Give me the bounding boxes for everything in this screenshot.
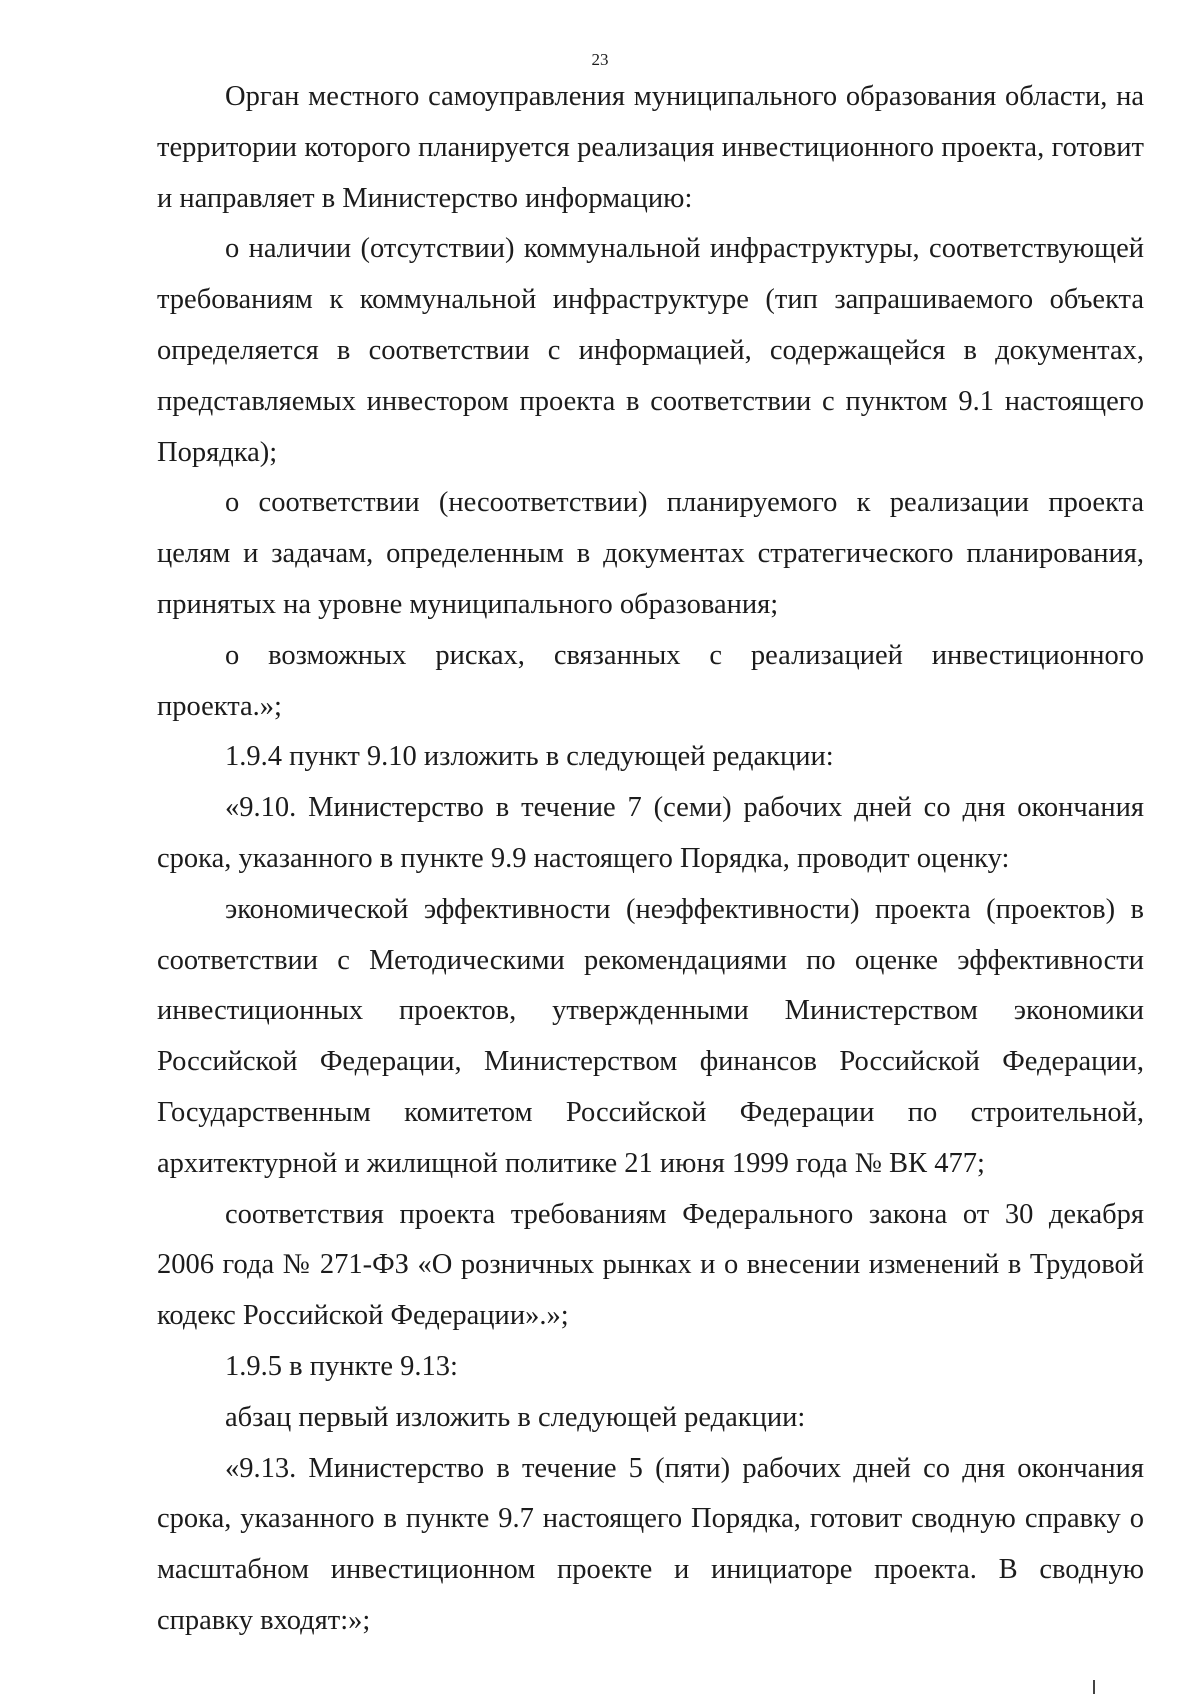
scan-mark: [1093, 1680, 1095, 1694]
paragraph-risks: о возможных рисках, связанных с реализацией инвестиционного проекта.»;: [157, 639, 1144, 722]
page-number: 23: [591, 50, 609, 69]
document-body: [157, 72, 1144, 1647]
paragraph-federal-law-compliance: соответствия проекта требованиям Федерального закона от 30 декабря 2006 года № 271-ФЗ «О розничных рынках и о внесении изменений в Трудовой кодекс Российской Федерации».»;: [157, 1198, 1144, 1332]
paragraph-item-1-9-4: 1.9.4 пункт 9.10 изложить в следующей редакции:: [225, 741, 834, 773]
paragraph-item-1-9-5: 1.9.5 в пункте 9.13:: [225, 1350, 458, 1382]
paragraph-municipal-body-info: Орган местного самоуправления муниципального образования области, на территории которого планируется реализация инвестиционного проекта, готовит и направляет в Министерство информацию:: [157, 81, 1144, 214]
paragraph-economic-efficiency: экономической эффективности (неэффективности) проекта (проектов) в соответствии с Методическими рекомендациями по оценке эффективности инвестиционных проектов, утвержденными Министерством экономики Российской Федерации, Министерством финансов Российской Федерации, Государственным комитетом Российской Федерации по строительной, архитектурной и жилищной политике 21 июня 1999 года № ВК 477;: [157, 893, 1144, 1179]
paragraph-point-9-13: «9.13. Министерство в течение 5 (пяти) рабочих дней со дня окончания срока, указанного в пункте 9.7 настоящего Порядка, готовит сводную справку о масштабном инвестиционном проекте и инициаторе проекта. В сводную справку входят:»;: [157, 1452, 1144, 1636]
paragraph-first-paragraph-edit: абзац первый изложить в следующей редакции:: [225, 1401, 806, 1433]
paragraph-infrastructure: о наличии (отсутствии) коммунальной инфраструктуры, соответствующей требованиям к коммунальной инфраструктуре (тип запрашиваемого объекта определяется в соответствии с информацией, содержащейся в документах, представляемых инвестором проекта в соответствии с пунктом 9.1 настоящего Порядка);: [157, 233, 1144, 468]
paragraph-point-9-10: «9.10. Министерство в течение 7 (семи) рабочих дней со дня окончания срока, указанного в пункте 9.9 настоящего Порядка, проводит оценку:: [157, 792, 1144, 874]
paragraph-strategic-planning: о соответствии (несоответствии) планируемого к реализации проекта целям и задачам, определенным в документах стратегического планирования, принятых на уровне муниципального образования;: [157, 487, 1144, 620]
